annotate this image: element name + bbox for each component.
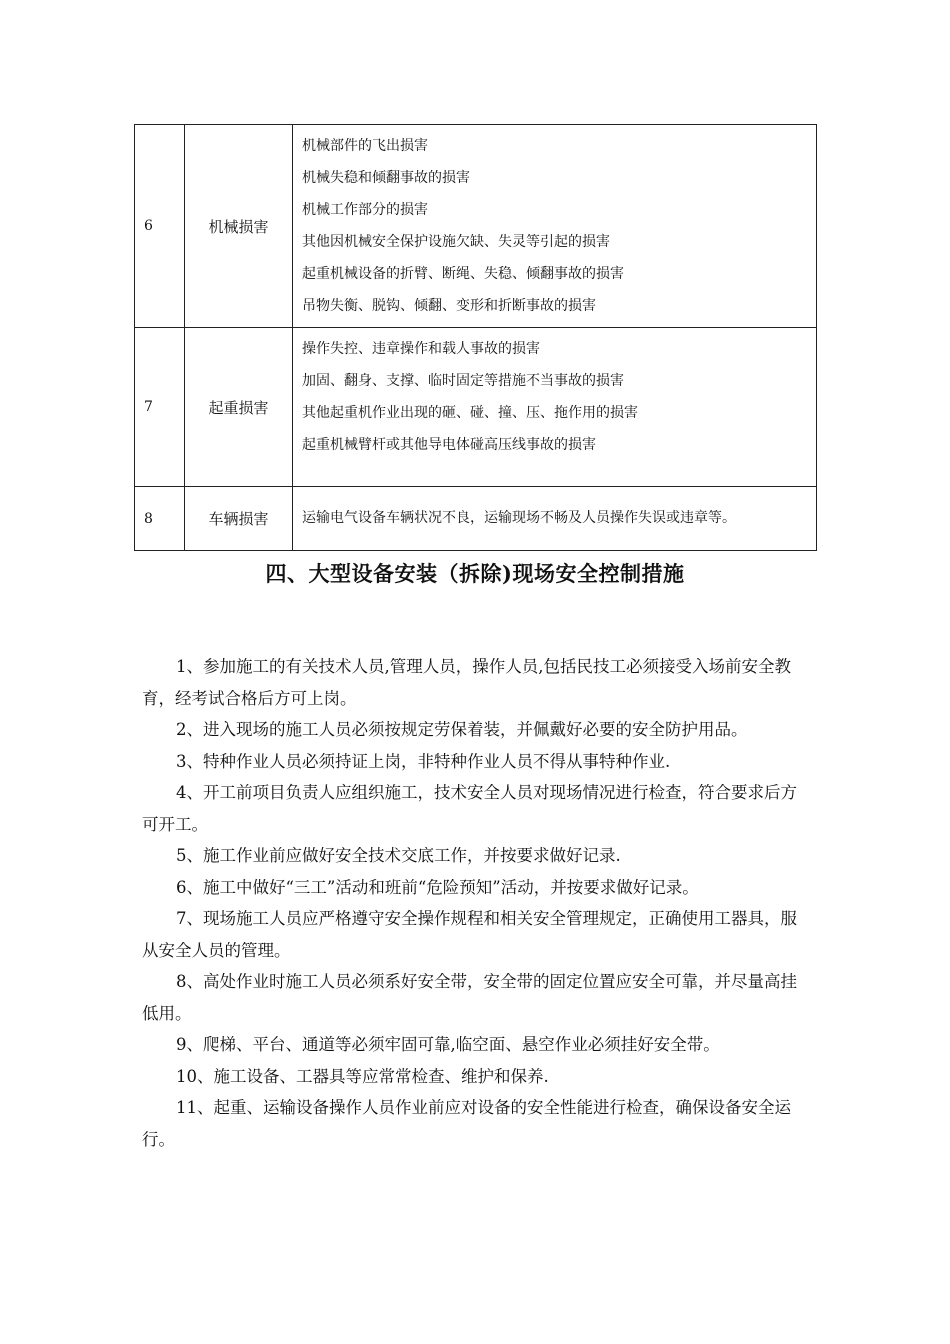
list-item: 9、爬梯、平台、通道等必须牢固可靠,临空面、悬空作业必须挂好安全带。 <box>176 1035 720 1054</box>
list-item: 8、高处作业时施工人员必须系好安全带，安全带的固定位置应安全可靠，并尽量高挂低用。 <box>142 972 797 1023</box>
table-row <box>135 125 817 328</box>
description-line: 其他因机械安全保护设施欠缺、失灵等引起的损害 <box>302 234 610 250</box>
row-number: 8 <box>135 487 185 551</box>
hazard-description <box>293 125 817 328</box>
row-number: 6 <box>135 125 185 328</box>
list-item: 10、施工设备、工器具等应常常检查、维护和保养. <box>176 1066 549 1086</box>
list-item: 2、进入现场的施工人员必须按规定劳保着装，并佩戴好必要的安全防护用品。 <box>176 720 748 739</box>
hazard-type: 车辆损害 <box>185 487 293 551</box>
description-text: 运输电气设备车辆状况不良，运输现场不畅及人员操作失误或违章等。 <box>302 510 736 526</box>
hazard-type: 起重损害 <box>185 328 293 487</box>
list-item: 3、特种作业人员必须持证上岗，非特种作业人员不得从事特种作业. <box>176 751 671 771</box>
description-line: 其他起重机作业出现的砸、碰、撞、压、拖作用的损害 <box>302 405 638 421</box>
description-line: 机械失稳和倾翻事故的损害 <box>302 170 470 186</box>
hazard-description <box>293 328 817 487</box>
description-line: 起重机械臂杆或其他导电体碰高压线事故的损害 <box>302 437 596 453</box>
description-line: 加固、翻身、支撑、临时固定等措施不当事故的损害 <box>302 373 624 389</box>
safety-measures-list <box>142 651 808 1155</box>
list-item: 6、施工中做好“三工”活动和班前“危险预知”活动，并按要求做好记录。 <box>176 877 699 897</box>
description-line: 操作失控、违章操作和载人事故的损害 <box>302 341 540 357</box>
list-item: 5、施工作业前应做好安全技术交底工作，并按要求做好记录. <box>176 846 621 865</box>
table-row <box>135 487 817 551</box>
description-line: 吊物失衡、脱钩、倾翻、变形和折断事故的损害 <box>302 298 596 314</box>
row-number: 7 <box>135 328 185 487</box>
hazard-table <box>134 124 817 551</box>
description-line: 起重机械设备的折臂、断绳、失稳、倾翻事故的损害 <box>302 266 624 282</box>
description-line: 机械部件的飞出损害 <box>302 138 428 154</box>
hazard-description <box>293 487 817 551</box>
table-row <box>135 328 817 487</box>
hazard-type: 机械损害 <box>185 125 293 328</box>
list-item: 1、参加施工的有关技术人员,管理人员，操作人员,包括民技工必须接受入场前安全教育，经考试合格后方可上岗。 <box>142 657 791 708</box>
list-item: 11、起重、运输设备操作人员作业前应对设备的安全性能进行检查，确保设备安全运行。 <box>142 1098 791 1149</box>
section-title: 四、大型设备安装（拆除)现场安全控制措施 <box>265 561 685 586</box>
list-item: 7、现场施工人员应严格遵守安全操作规程和相关安全管理规定，正确使用工器具，服从安全人员的管理。 <box>142 909 797 960</box>
list-item: 4、开工前项目负责人应组织施工，技术安全人员对现场情况进行检查，符合要求后方可开工。 <box>142 783 797 834</box>
description-line: 机械工作部分的损害 <box>302 202 428 218</box>
